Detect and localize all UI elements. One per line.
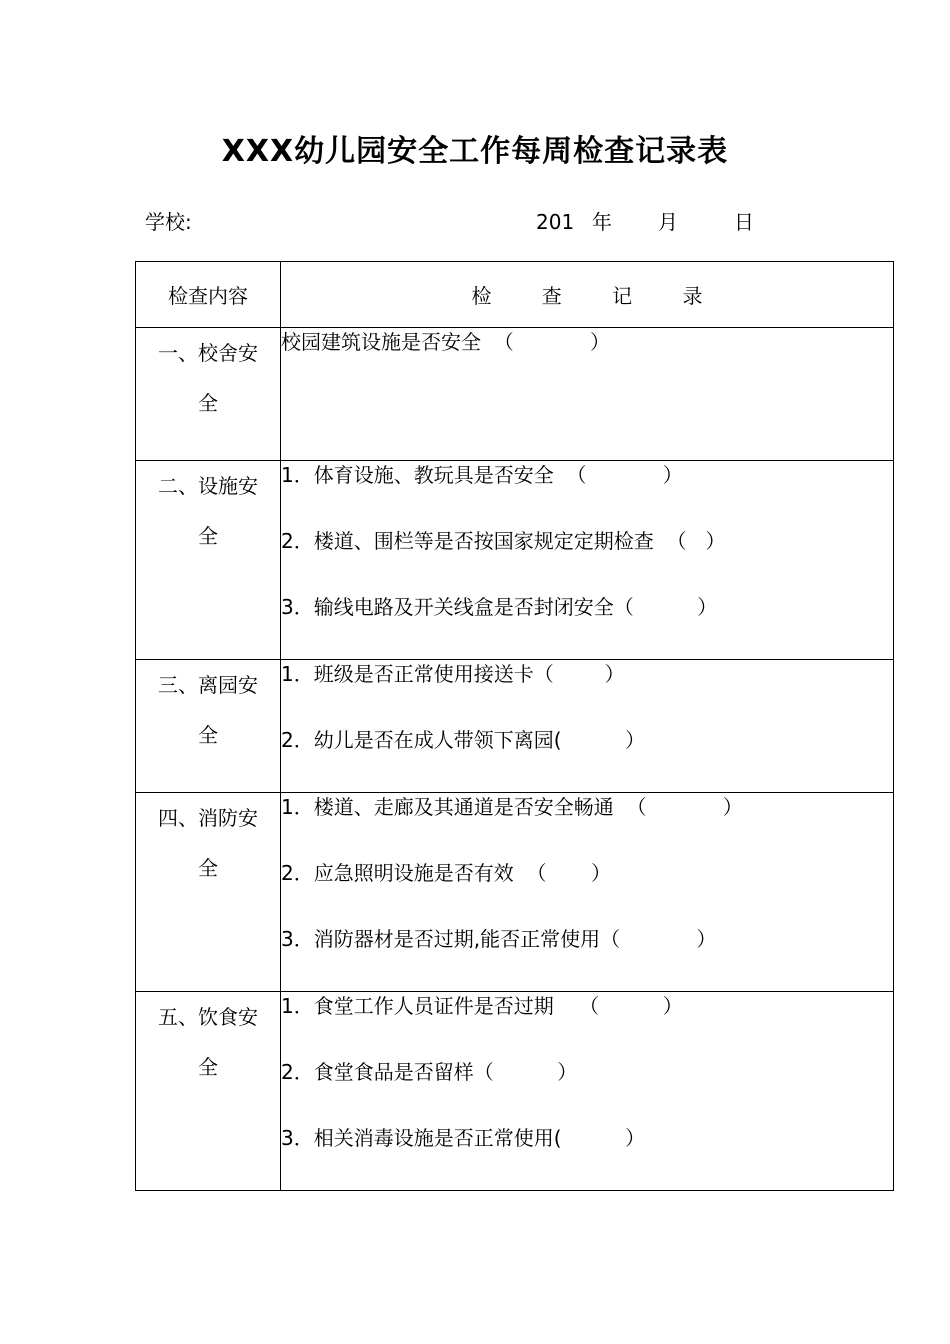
table-row [136,660,894,793]
year-label: 年 [592,210,612,234]
check-item: 校园建筑设施是否安全 （ ） [281,330,611,354]
category-cell: 二、设施安全 [136,461,281,660]
inspection-table [135,261,894,1191]
day-label: 日 [734,210,754,234]
check-item: 2．食堂食品是否留样（ ） [281,1060,578,1084]
header-record: 检 查 记 录 [281,262,894,328]
category-cell: 五、饮食安全 [136,992,281,1191]
page-title: XXX幼儿园安全工作每周检查记录表 [221,134,729,169]
table-row [136,461,894,660]
record-cell [281,461,894,660]
check-item: 3．消防器材是否过期,能否正常使用（ ） [281,927,717,951]
record-cell [281,328,894,461]
table-header-row [136,262,894,328]
check-item: 2．应急照明设施是否有效 （ ） [281,861,611,885]
record-cell [281,992,894,1191]
table-row [136,328,894,461]
check-item: 1．体育设施、教玩具是否安全 （ ） [281,463,683,487]
category-cell: 四、消防安全 [136,793,281,992]
category-cell: 三、离园安全 [136,660,281,793]
header-content: 检查内容 [136,262,281,328]
table-row [136,793,894,992]
check-item: 2．幼儿是否在成人带领下离园( ） [281,728,646,752]
check-item: 3．相关消毒设施是否正常使用( ） [281,1126,646,1150]
record-cell [281,793,894,992]
category-cell: 一、校舍安全 [136,328,281,461]
month-label: 月 [658,210,678,234]
check-item: 2．楼道、围栏等是否按国家规定定期检查 （ ） [281,529,726,553]
record-cell [281,660,894,793]
check-item: 1．班级是否正常使用接送卡（ ） [281,662,625,686]
table-row [136,992,894,1191]
check-item: 1．食堂工作人员证件是否过期 （ ） [281,994,683,1018]
date-line [536,206,754,238]
check-item: 1．楼道、走廊及其通道是否安全畅通 （ ） [281,795,743,819]
school-label: 学校: [145,210,192,234]
check-item: 3．输线电路及开关线盒是否封闭安全（ ） [281,595,718,619]
year-prefix: 201 [536,210,575,234]
